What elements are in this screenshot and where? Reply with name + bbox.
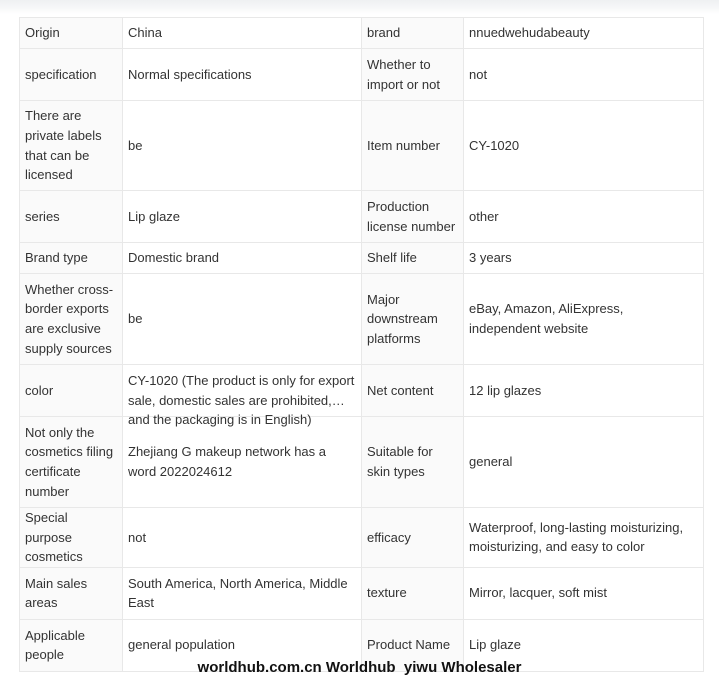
attribute-value: CY-1020 — [464, 101, 704, 191]
attribute-label: brand — [362, 18, 464, 49]
attribute-value: not — [464, 49, 704, 101]
watermark-text: worldhub.com.cn Worldhub yiwu Wholesaler — [197, 659, 522, 676]
table-row — [20, 191, 704, 243]
attribute-label: Whether cross-border exports are exclusive supply sources — [20, 274, 123, 365]
truncated-value: CY-1020 (The product is only for export sale, domestic sales are prohibited, and the packaging is in English) — [128, 372, 355, 428]
attribute-label: Origin — [20, 18, 123, 49]
table-row — [20, 49, 704, 101]
attribute-label: color — [20, 365, 123, 417]
product-attributes-table — [19, 17, 704, 672]
attribute-value: general population — [123, 619, 362, 671]
attribute-value: China — [123, 18, 362, 49]
attribute-label: Net content — [362, 365, 464, 417]
attribute-value: be — [123, 101, 362, 191]
attribute-value: nnuedwehudabeauty — [464, 18, 704, 49]
table-row — [20, 243, 704, 274]
attribute-value: Lip glaze — [464, 619, 704, 671]
attribute-value: South America, North America, Middle East — [123, 567, 362, 619]
attribute-label: series — [20, 191, 123, 243]
table-row — [20, 274, 704, 365]
table-row — [20, 567, 704, 619]
attribute-label: Item number — [362, 101, 464, 191]
attribute-value: 3 years — [464, 243, 704, 274]
attribute-value: be — [123, 274, 362, 365]
table-row — [20, 365, 704, 417]
attribute-label: Main sales areas — [20, 567, 123, 619]
attribute-value: not — [123, 508, 362, 568]
attribute-label: Shelf life — [362, 243, 464, 274]
attribute-label: Suitable for skin types — [362, 417, 464, 508]
attribute-value: general — [464, 417, 704, 508]
attribute-label: Special purpose cosmetics — [20, 508, 123, 568]
attribute-label: Production license number — [362, 191, 464, 243]
attribute-label: Product Name — [362, 619, 464, 671]
attribute-value: Domestic brand — [123, 243, 362, 274]
attribute-value — [123, 365, 362, 428]
table-row — [20, 101, 704, 191]
attribute-value: Mirror, lacquer, soft mist — [464, 567, 704, 619]
attribute-label: Major downstream platforms — [362, 274, 464, 365]
attribute-value: Lip glaze — [123, 191, 362, 243]
attribute-label: Brand type — [20, 243, 123, 274]
attribute-label: Whether to import or not — [362, 49, 464, 101]
table-row — [20, 18, 704, 49]
attribute-label: texture — [362, 567, 464, 619]
attribute-value: Normal specifications — [123, 49, 362, 101]
attribute-label: specification — [20, 49, 123, 101]
attribute-value: Zhejiang G makeup network has a word 2022024612 — [123, 417, 362, 508]
attribute-label: There are private labels that can be licensed — [20, 101, 123, 191]
attribute-value: other — [464, 191, 704, 243]
attribute-value: 12 lip glazes — [464, 365, 704, 417]
table-row — [20, 417, 704, 508]
table-row — [20, 508, 704, 568]
attribute-value: Waterproof, long-lasting moisturizing, moisturizing, and easy to color — [464, 508, 704, 568]
attribute-label: efficacy — [362, 508, 464, 568]
attribute-label: Applicable people — [20, 619, 123, 671]
attribute-value: eBay, Amazon, AliExpress, independent website — [464, 274, 704, 365]
attribute-label: Not only the cosmetics filing certificate number — [20, 417, 123, 508]
top-shadow — [0, 0, 719, 14]
